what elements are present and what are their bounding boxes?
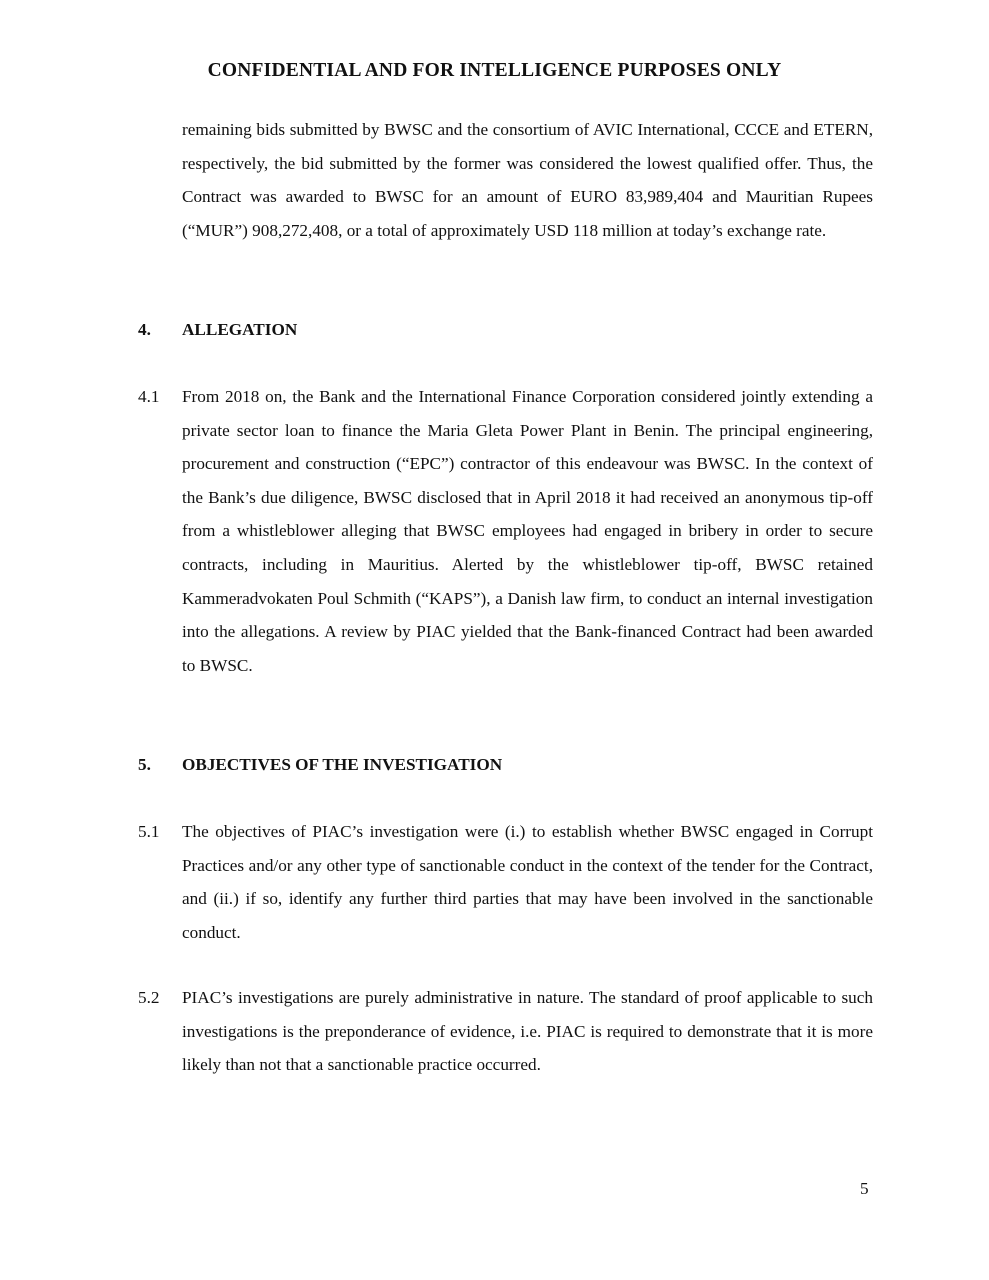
paragraph-number: 5.2 <box>138 988 160 1007</box>
page-number: 5 <box>860 1179 869 1198</box>
section-title: ALLEGATION <box>182 320 298 339</box>
paragraph-number: 4.1 <box>138 387 160 406</box>
paragraph-text: PIAC’s investigations are purely administrative in nature. The standard of proof applicable to such investigations is the preponderance of evidence, i.e. PIAC is required to demonstrate that it is more likely than not that a sanctionable practice occurred. <box>182 988 873 1075</box>
paragraph-text: The objectives of PIAC’s investigation were (i.) to establish whether BWSC engaged in Corrupt Practices and/or any other type of sanctionable conduct in the context of the tender for the Contract, and (ii.) if so, identify any further third parties that may have been involved in the sanctionable conduct. <box>182 822 873 942</box>
continuation-paragraph: remaining bids submitted by BWSC and the consortium of AVIC International, CCCE and ETERN, respectively, the bid submitted by the former was considered the lowest qualified offer. Thus, the Contract was awarded to BWSC for an amount of EURO 83,989,404 and Mauritian Rupees (“MUR”) 908,272,408, or a total of approximately USD 118 million at today’s exchange rate. <box>182 120 873 240</box>
paragraph-number: 5.1 <box>138 822 160 841</box>
section-number: 4. <box>138 320 151 339</box>
section-number: 5. <box>138 755 151 774</box>
confidentiality-header: CONFIDENTIAL AND FOR INTELLIGENCE PURPOSES ONLY <box>207 60 782 81</box>
paragraph-text: From 2018 on, the Bank and the International Finance Corporation considered jointly extending a private sector loan to finance the Maria Gleta Power Plant in Benin. The principal engineering, procurement and construction (“EPC”) contractor of this endeavour was BWSC. In the context of the Bank’s due diligence, BWSC disclosed that in April 2018 it had received an anonymous tip-off from a whistleblower alleging that BWSC employees had engaged in bribery in order to secure contracts, including in Mauritius. Alerted by the whistleblower tip-off, BWSC retained Kammeradvokaten Poul Schmith (“KAPS”), a Danish law firm, to conduct an internal investigation into the allegations. A review by PIAC yielded that the Bank-financed Contract had been awarded to BWSC. <box>182 387 873 675</box>
section-title: OBJECTIVES OF THE INVESTIGATION <box>182 755 503 774</box>
